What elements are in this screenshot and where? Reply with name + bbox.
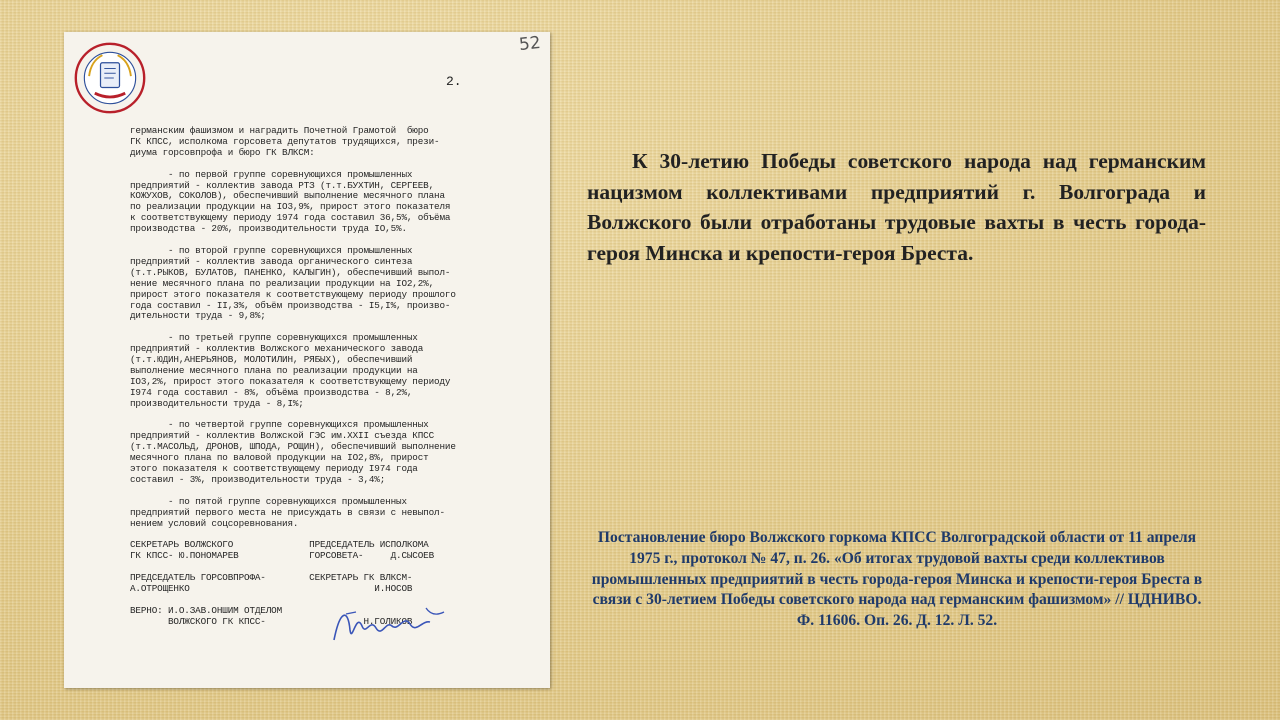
typed-document-body: германским фашизмом и наградить Почетной Грамотой бюро ГК КПСС, исполкома горсовета депутатов трудящихся, прези- диума горсовпрофа и бюро ГК ВЛКСМ: - по первой группе соревнующихся промышленных предприятий - коллектив завода РТЗ (т.т.БУХТИН, СЕРГЕЕВ, КОЖУХОВ, СОКОЛОВ), обеспечивший выполнение месячного плана по реализации продукции на IO3,9%, прирост этого показателя к соответствующему периоду 1974 года составил 36,5%, объёма производства - 20%, производительности труда IO,5%. - по второй группе соревнующихся промышленных предприятий - коллектив завода органического синтеза (т.т.РЫКОВ, БУЛАТОВ, ПАНЕНКО, КАЛЫГИН), обеспечивший выпол- нение месячного плана по реализации продукции на IO2,2%, прирост этого показателя к соответствующему периоду прошлого года составил - II,3%, объём производства - I5,I%, произво- дительности труда - 9,8%; - по третьей группе соревнующихся промышленных предприятий - коллектив Волжского механического завода (т.т.ЮДИН,АНЕРЬЯНОВ, МОЛОТИЛИН, РЯБЫХ), обеспечивший выполнение месячного плана по реализации продукции на IO3,2%, прирост этого показателя к соответствующему периоду I974 года составил - 8%, объёма производства - 8,2%, производительности труда - 8,I%; - по четвертой группе соревнующихся промышленных предприятий - коллектив Волжской ГЭС им.XXII съезда КПСС (т.т.МАСОЛЬД, ДРОНОВ, ШПОДА, РОЩИН), обеспечивший выполнение месячного плана по валовой продукции на IO2,8%, прирост этого показателя к соответствующему периоду I974 года составил - 3%, производительности труда - 3,4%; - по пятой группе соревнующихся промышленных предприятий первого места не присуждать в связи с невыпол- нением условий соцсоревнования. СЕКРЕТАРЬ ВОЛЖСКОГО ПРЕДСЕДАТЕЛЬ ИСПОЛКОМА ГК КПСС- Ю.ПОНОМАРЕВ ГОРСОВЕТА- Д.СЫСОЕВ ПРЕДСЕДАТЕЛЬ ГОРСОВПРОФА- СЕКРЕТАРЬ ГК ВЛКСМ- А.ОТРОЩЕНКО И.НОСОВ ВЕРНО: И.О.ЗАВ.ОНШИМ ОТДЕЛОМ ВОЛЖСКОГО ГК КПСС- Н.ГОЛИКОВ bbox=[130, 125, 456, 627]
archive-logo-stamp bbox=[72, 40, 148, 116]
archival-document-image bbox=[64, 32, 550, 688]
handwritten-signature bbox=[326, 600, 456, 652]
document-caption: Постановление бюро Волжского горкома КПСС Волгоградской области от 11 апреля 1975 г., протокол № 47, п. 26. «Об итогах трудовой вахты среди коллективов промышленных предприятий в честь города-героя Минска и крепости-героя Бреста в связи с 30-летием Победы советского народа над германским фашизмом» // ЦДНИВО. Ф. 11606. Оп. 26. Д. 12. Л. 52. bbox=[591, 529, 1203, 630]
typed-page-number: 2. bbox=[446, 74, 462, 89]
main-text-paragraph: К 30-летию Победы советского народа над германским нацизмом коллективами предприятий г. Волгограда и Волжского были отработаны трудовые вахты в честь города-героя Минска и крепости-героя Бреста. bbox=[587, 149, 1206, 265]
handwritten-sheet-number: 52 bbox=[518, 32, 542, 56]
